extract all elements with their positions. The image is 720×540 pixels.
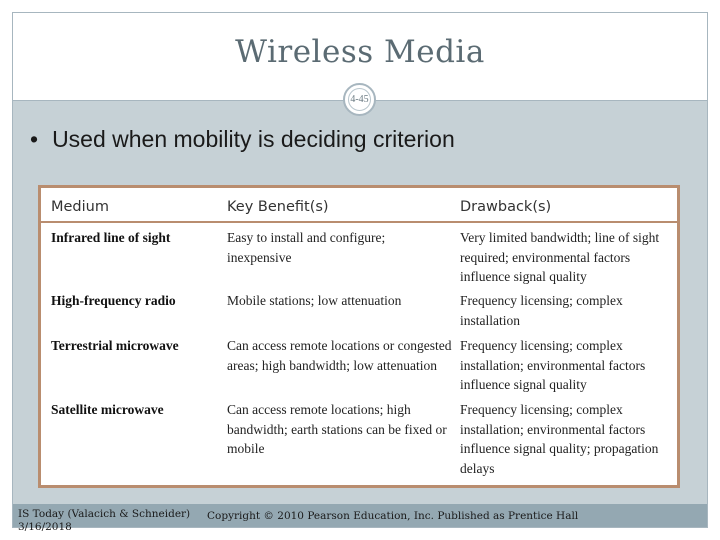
- header-drawbacks: Drawback(s): [460, 199, 552, 215]
- benefit-cell: Easy to install and configure; inexpensive: [227, 230, 386, 265]
- footer-copyright: Copyright © 2010 Pearson Education, Inc. Published as Prentice Hall: [207, 510, 579, 522]
- bullet-point: [30, 126, 455, 153]
- drawback-cell: Frequency licensing; complex installation; environmental factors influence signal quality; propagation delays: [460, 402, 659, 476]
- medium-cell: Infrared line of sight: [51, 230, 171, 245]
- drawback-cell: Very limited bandwidth; line of sight required; environmental factors influence signal quality: [460, 230, 660, 284]
- drawback-cell: Frequency licensing; complex installation: [460, 293, 623, 328]
- table-header: [41, 188, 677, 223]
- footer-source: [18, 508, 190, 534]
- slide-number: 4-45: [350, 94, 369, 105]
- drawback-cell: Frequency licensing; complex installation; environmental factors influence signal quality: [460, 338, 646, 392]
- slide-title: Wireless Media: [235, 34, 485, 70]
- medium-cell: Terrestrial microwave: [51, 338, 179, 353]
- footer-source-text: IS Today (Valacich & Schneider): [18, 508, 191, 520]
- benefit-cell: Can access remote locations; high bandwidth; earth stations can be fixed or mobile: [227, 402, 447, 456]
- medium-cell: Satellite microwave: [51, 402, 164, 417]
- footer-date: 3/16/2018: [18, 521, 72, 533]
- benefit-cell: Mobile stations; low attenuation: [227, 293, 402, 308]
- wireless-media-table: [38, 185, 680, 488]
- slide-number-badge: [343, 83, 376, 116]
- header-medium: Medium: [51, 199, 109, 215]
- bullet-icon: •: [30, 126, 39, 152]
- benefit-cell: Can access remote locations or congested areas; high bandwidth; low attenuation: [227, 338, 452, 373]
- bullet-text: Used when mobility is deciding criterion: [52, 126, 455, 152]
- medium-cell: High-frequency radio: [51, 293, 176, 308]
- header-key-benefits: Key Benefit(s): [227, 199, 329, 215]
